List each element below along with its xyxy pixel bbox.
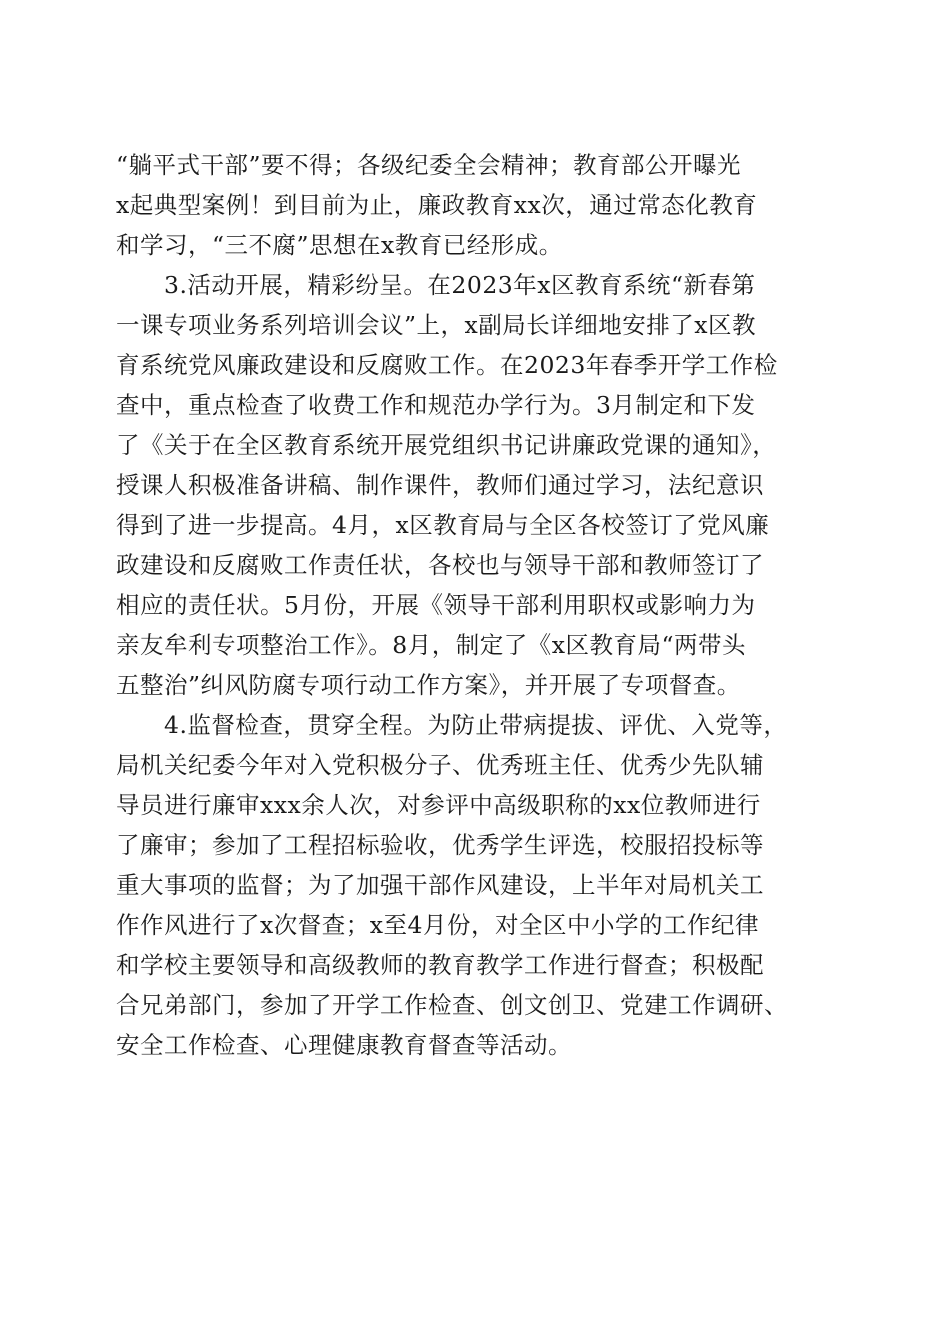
text-line: 和学校主要领导和高级教师的教育教学工作进行督查；积极配 — [116, 951, 764, 979]
text-line: 政建设和反腐败工作责任状，各校也与领导干部和教师签订了 — [116, 551, 764, 579]
text-line: 了廉审；参加了工程招标验收，优秀学生评选，校服招投标等 — [116, 831, 764, 859]
paragraph-heading-3: 3.活动开展，精彩纷呈。在2023年x区教育系统“新春第 — [164, 271, 756, 299]
text-line: 重大事项的监督；为了加强干部作风建设，上半年对局机关工 — [116, 871, 764, 899]
text-line: 相应的责任状。5月份，开展《领导干部利用职权或影响力为 — [116, 591, 756, 619]
text-line: 五整治”纠风防腐专项行动工作方案》，并开展了专项督查。 — [116, 671, 741, 699]
paragraph-heading-4: 4.监督检查，贯穿全程。为防止带病提拔、评优、入党等， — [164, 711, 788, 739]
text-line: 授课人积极准备讲稿、制作课件，教师们通过学习，法纪意识 — [116, 471, 764, 499]
text-line: 作作风进行了x次督查；x至4月份，对全区中小学的工作纪律 — [116, 911, 759, 939]
text-line: 一课专项业务系列培训会议”上，x副局长详细地安排了x区教 — [116, 311, 757, 339]
text-line: 了《关于在全区教育系统开展党组织书记讲廉政党课的通知》， — [116, 431, 777, 459]
body-text — [116, 145, 846, 1065]
text-line: “躺平式干部”要不得；各级纪委全会精神；教育部公开曝光 — [116, 151, 742, 179]
text-line: 导员进行廉审xxx余人次，对参评中高级职称的xx位教师进行 — [116, 791, 761, 819]
text-line: 亲友牟利专项整治工作》。8月，制定了《x区教育局“两带头 — [116, 631, 746, 659]
text-line: 查中，重点检查了收费工作和规范办学行为。3月制定和下发 — [116, 391, 756, 419]
text-line: 得到了进一步提高。4月，x区教育局与全区各校签订了党风廉 — [116, 511, 770, 539]
text-line: x起典型案例！到目前为止，廉政教育xx次，通过常态化教育 — [116, 191, 758, 219]
text-line: 合兄弟部门，参加了开学工作检查、创文创卫、党建工作调研、 — [116, 991, 788, 1019]
text-line: 育系统党风廉政建设和反腐败工作。在2023年春季开学工作检 — [116, 351, 778, 379]
text-line: 和学习，“三不腐”思想在x教育已经形成。 — [116, 231, 563, 259]
text-line: 局机关纪委今年对入党积极分子、优秀班主任、优秀少先队辅 — [116, 751, 764, 779]
text-line: 安全工作检查、心理健康教育督查等活动。 — [116, 1031, 572, 1059]
